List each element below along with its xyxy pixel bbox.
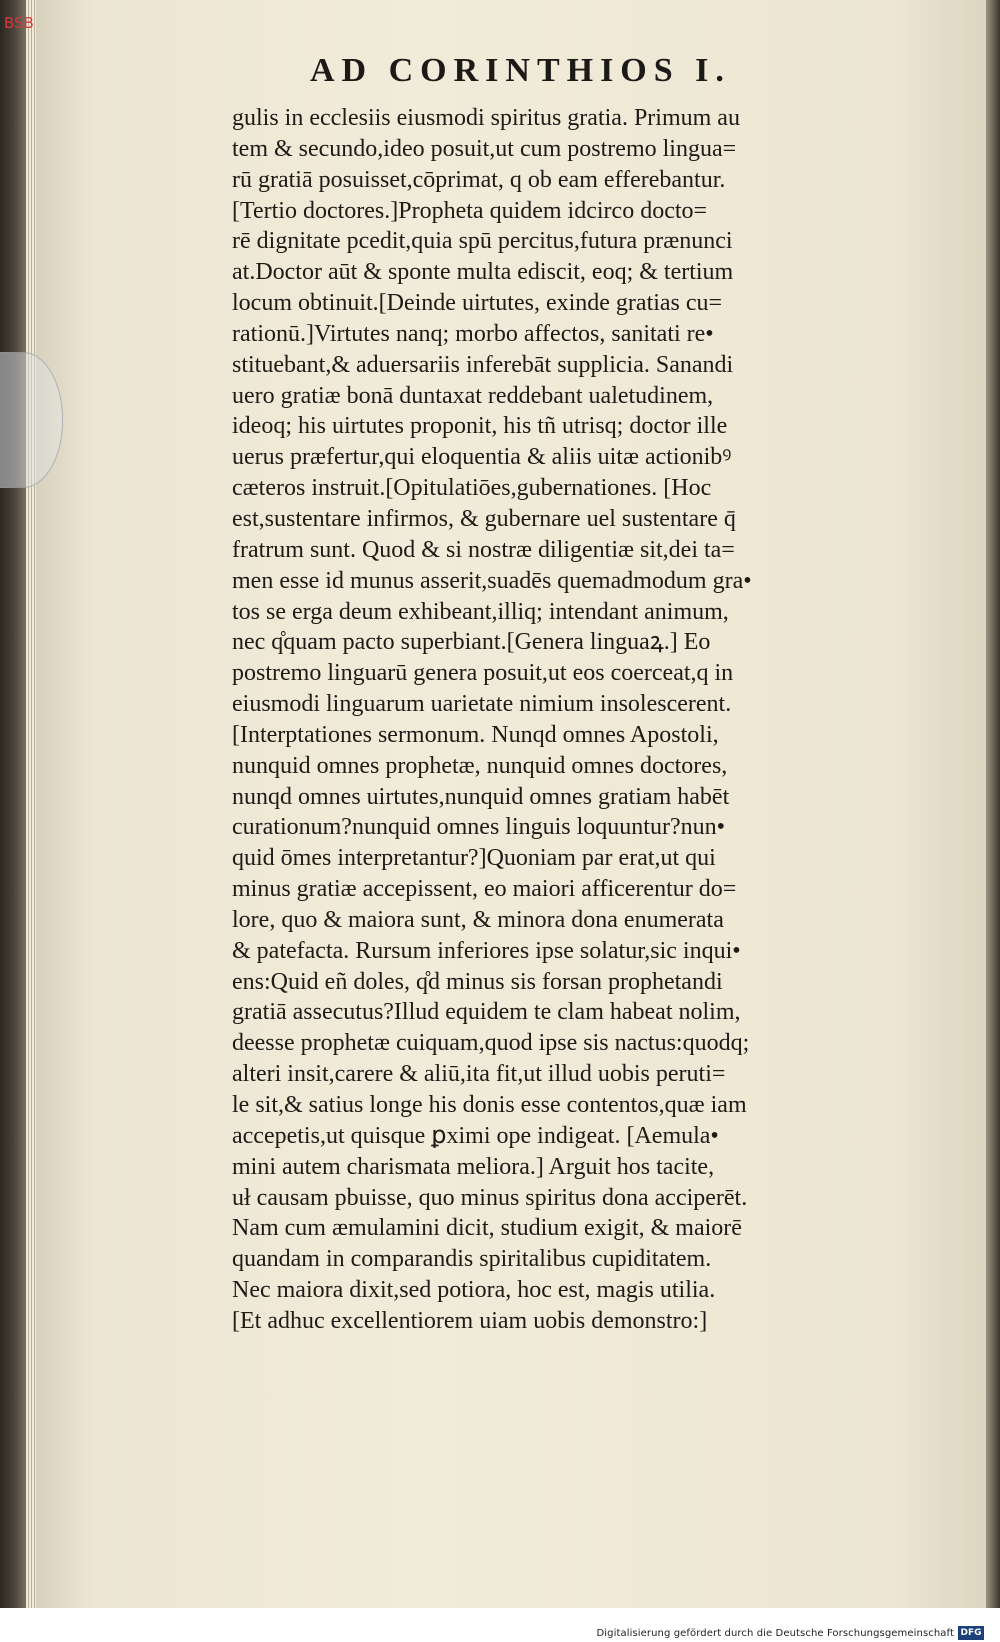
text-line: [Tertio doctores.]Propheta quidem idcirco docto= [232, 197, 708, 224]
text-line: mini autem charismata meliora.] Arguit hos tacite, [232, 1153, 715, 1180]
text-line: stituebant,& aduersariis inferebāt supplicia. Sanandi [232, 351, 734, 378]
text-line: minus gratiæ accepissent, eo maiori afficerentur do= [232, 876, 737, 903]
text-line: eiusmodi linguarum uarietate nimium insolescerent. [232, 691, 732, 718]
text-line: deesse prophetæ cuiquam,quod ipse sis nactus:quodq; [232, 1030, 750, 1057]
dfg-logo: DFG [958, 1626, 984, 1640]
text-line: & patefacta. Rursum inferiores ipse solatur,sic inqui• [232, 937, 741, 964]
text-line: ideoq; his uirtutes proponit, his tñ utrisq; doctor ille [232, 413, 728, 440]
text-line: gratiā assecutus?Illud equidem te clam habeat nolim, [232, 999, 741, 1026]
text-line: uero gratiæ bonā duntaxat reddebant ualetudinem, [232, 382, 714, 409]
running-head: AD CORINTHIOS I. [310, 52, 731, 89]
text-line: at.Doctor aūt & sponte multa ediscit, eoq; & tertium [232, 259, 734, 286]
text-line: Nam cum æmulamini dicit, studium exigit, & maiorē [232, 1215, 742, 1242]
text-line: fratrum sunt. Quod & si nostræ diligentiæ sit,dei ta= [232, 536, 735, 563]
text-line: men esse id munus asserit,suadēs quemadmodum gra• [232, 567, 752, 594]
text-line: rationū.]Virtutes nanq; morbo affectos, sanitati re• [232, 320, 714, 347]
body-text [232, 103, 912, 1337]
text-line: lore, quo & maiora sunt, & minora dona enumerata [232, 906, 724, 933]
text-line: Nec maiora dixit,sed potiora, hoc est, magis utilia. [232, 1277, 716, 1304]
book-spine [0, 0, 26, 1642]
funding-note: Digitalisierung gefördert durch die Deutsche Forschungsgemeinschaft [596, 1628, 954, 1639]
text-line: uł causam pbuisse, quo minus spiritus dona acciperēt. [232, 1184, 748, 1211]
text-line: cæteros instruit.[Opitulatiōes,gubernationes. [Hoc [232, 475, 712, 502]
text-line: gulis in ecclesiis eiusmodi spiritus gratia. Primum au [232, 105, 740, 131]
text-line: accepetis,ut quisque ꝑximi ope indigeat. [Aemula• [232, 1122, 719, 1149]
text-line: alteri insit,carere & aliū,ita fit,ut illud uobis peruti= [232, 1061, 726, 1088]
text-line: le sit,& satius longe his donis esse contentos,quæ iam [232, 1092, 747, 1118]
right-page-edge [986, 0, 1000, 1608]
text-line: rē dignitate pcedit,quia spū percitus,futura prænunci [232, 228, 733, 255]
text-line: uerus præfertur,qui eloquentia & aliis uitæ actionibꝰ [232, 444, 732, 471]
text-line: quandam in comparandis spiritalibus cupiditatem. [232, 1246, 712, 1273]
text-line: postremo linguarū genera posuit,ut eos coerceat,q in [232, 660, 734, 687]
text-line: tos se erga deum exhibeant,illiq; intendant animum, [232, 598, 729, 625]
text-line: curationum?nunquid omnes linguis loquuntur?nun• [232, 814, 726, 841]
text-line: rū gratiā posuisset,cōprimat, q ob eam efferebantur. [232, 166, 726, 193]
text-line: tem & secundo,ideo posuit,ut cum postremo lingua= [232, 135, 737, 162]
library-signature: BSB [4, 14, 34, 32]
text-line: ens:Quid eñ doles, q̊d minus sis forsan prophetandi [232, 968, 723, 995]
page-stack-edge [26, 0, 36, 1642]
text-line: [Interptationes sermonum. Nunqd omnes Apostoli, [232, 721, 719, 748]
text-line: quid ōmes interpretantur?]Quoniam par erat,ut qui [232, 845, 716, 872]
text-line: est,sustentare infirmos, & gubernare uel sustentare q̄ [232, 505, 736, 532]
text-line: nec q̊quam pacto superbiant.[Genera linguaꝝ.] Eo [232, 629, 711, 656]
text-line: nunquid omnes prophetæ, nunquid omnes doctores, [232, 752, 728, 779]
text-line: nunqd omnes uirtutes,nunquid omnes gratiam habēt [232, 783, 730, 810]
text-line: [Et adhuc excellentiorem uiam uobis demonstro:] [232, 1307, 708, 1334]
text-line: locum obtinuit.[Deinde uirtutes, exinde gratias cu= [232, 290, 723, 317]
